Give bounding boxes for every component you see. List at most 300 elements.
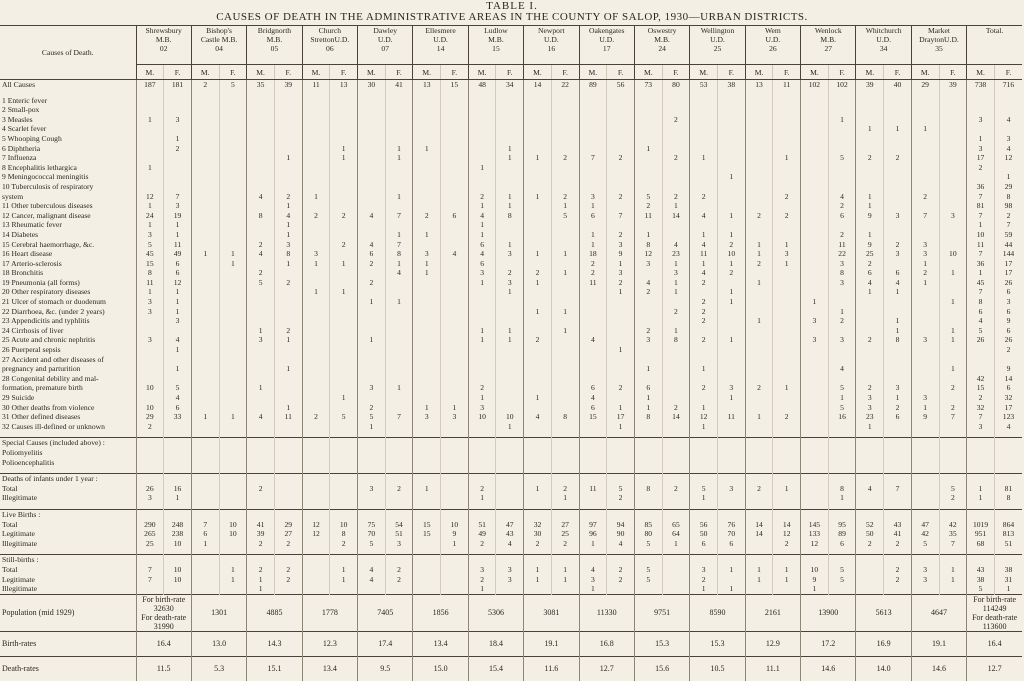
- cell-value: 1: [441, 403, 469, 413]
- cell-value: [911, 326, 939, 336]
- cell-value: 1: [385, 153, 413, 163]
- cell-value: 17: [607, 412, 635, 422]
- cell-value: 8: [330, 529, 358, 539]
- cell-value: 4: [247, 412, 275, 422]
- cell-value: 2: [717, 240, 745, 250]
- population-note: For death-rate: [972, 612, 1018, 622]
- cell-value: [219, 484, 247, 494]
- cell-value: 4: [468, 211, 496, 221]
- sex-header-female: F.: [828, 65, 856, 80]
- cell-value: [717, 134, 745, 144]
- cell-value: [330, 124, 358, 134]
- cell-value: [274, 484, 302, 494]
- cell-value: 10: [330, 520, 358, 530]
- cell-value: 41: [385, 80, 413, 90]
- cell-value: [358, 124, 386, 134]
- cell-value: 1: [358, 297, 386, 307]
- cell-value: [358, 374, 386, 384]
- cell-value: 97: [579, 520, 607, 530]
- cell-value: [330, 134, 358, 144]
- cell-value: 2: [994, 211, 1022, 221]
- area-type: U.D.: [599, 35, 615, 44]
- cell-value: 6: [690, 539, 718, 549]
- cell-value: 9: [607, 249, 635, 259]
- cell-value: 4: [662, 240, 690, 250]
- cell-value: [247, 374, 275, 384]
- cell-value: 1: [911, 403, 939, 413]
- cell-value: [717, 96, 745, 106]
- cell-value: 17: [967, 153, 995, 163]
- cell-value: [219, 448, 247, 458]
- cell-value: [745, 539, 773, 549]
- cell-value: 4: [358, 240, 386, 250]
- cell-value: [884, 307, 912, 317]
- cell-value: [801, 307, 829, 317]
- cell-value: [662, 422, 690, 432]
- cell-value: 7: [385, 211, 413, 221]
- cause-row: [0, 355, 1022, 365]
- cell-value: [801, 259, 829, 269]
- cell-value: [551, 383, 579, 393]
- cell-value: [828, 287, 856, 297]
- cell-value: [828, 134, 856, 144]
- cell-value: [413, 422, 441, 432]
- cell-value: [801, 153, 829, 163]
- rate-value: 11.1: [745, 656, 800, 681]
- cell-value: 2: [164, 144, 192, 154]
- cell-value: [441, 172, 469, 182]
- cell-value: [191, 211, 219, 221]
- cell-value: [385, 105, 413, 115]
- cell-value: [524, 422, 552, 432]
- area-code: 24: [658, 44, 666, 53]
- cell-value: 5: [939, 484, 967, 494]
- cell-value: [856, 297, 884, 307]
- cell-value: [717, 575, 745, 585]
- cell-value: 2: [607, 230, 635, 240]
- cell-value: [634, 316, 662, 326]
- cell-value: [136, 364, 164, 374]
- cell-value: [745, 509, 773, 519]
- cell-value: [413, 201, 441, 211]
- cell-value: 1: [717, 287, 745, 297]
- cell-value: 89: [828, 529, 856, 539]
- cell-value: 2: [884, 403, 912, 413]
- cell-value: 5: [634, 575, 662, 585]
- cell-value: 2: [579, 268, 607, 278]
- cell-value: [302, 307, 330, 317]
- cell-value: [884, 584, 912, 594]
- cell-value: [164, 555, 192, 565]
- cell-value: [358, 584, 386, 594]
- row-label: 17 Arterio-sclerosis: [2, 258, 62, 268]
- cell-value: 2: [773, 211, 801, 221]
- cell-value: [441, 307, 469, 317]
- cell-value: 1: [164, 220, 192, 230]
- cell-value: [330, 105, 358, 115]
- cell-value: [745, 220, 773, 230]
- cell-value: [358, 307, 386, 317]
- cell-value: [219, 403, 247, 413]
- cell-value: 1: [939, 335, 967, 345]
- cell-value: 29: [994, 182, 1022, 192]
- cell-value: 2: [468, 383, 496, 393]
- cell-value: [801, 383, 829, 393]
- cell-value: 4: [358, 565, 386, 575]
- cell-value: 1: [274, 230, 302, 240]
- cell-value: [690, 355, 718, 365]
- cell-value: [524, 509, 552, 519]
- cell-value: [939, 182, 967, 192]
- cell-value: [967, 345, 995, 355]
- cell-value: 1: [994, 584, 1022, 594]
- cell-value: [219, 383, 247, 393]
- cell-value: 2: [856, 383, 884, 393]
- cell-value: [828, 96, 856, 106]
- cell-value: [136, 474, 164, 484]
- cell-value: [939, 134, 967, 144]
- cell-value: [773, 509, 801, 519]
- cell-value: [219, 134, 247, 144]
- cell-value: 1: [274, 364, 302, 374]
- cell-value: 3: [274, 240, 302, 250]
- cell-value: [191, 316, 219, 326]
- cell-value: 4: [496, 539, 524, 549]
- sex-header-male: M.: [524, 65, 552, 80]
- cell-value: 1: [690, 259, 718, 269]
- cell-value: [247, 438, 275, 448]
- cell-value: 1: [468, 201, 496, 211]
- sex-header-female: F.: [662, 65, 690, 80]
- cell-value: 11: [579, 278, 607, 288]
- sex-header-female: F.: [939, 65, 967, 80]
- cell-value: 8: [136, 268, 164, 278]
- cell-value: [717, 509, 745, 519]
- cell-value: [385, 493, 413, 503]
- cell-value: [856, 134, 884, 144]
- cell-value: [358, 493, 386, 503]
- cell-value: [634, 297, 662, 307]
- cell-value: [468, 287, 496, 297]
- live-births-row: [0, 529, 1022, 539]
- cell-value: 2: [662, 484, 690, 494]
- population-note: 114249: [982, 603, 1007, 613]
- cell-value: [967, 555, 995, 565]
- cell-value: 3: [136, 230, 164, 240]
- row-label: 19 Pneumonia (all forms): [2, 277, 80, 287]
- cell-value: [164, 172, 192, 182]
- cell-value: [607, 115, 635, 125]
- cell-value: 1: [690, 422, 718, 432]
- cell-value: [801, 555, 829, 565]
- cell-value: [939, 287, 967, 297]
- live-births-row: [0, 539, 1022, 549]
- cell-value: 2: [524, 539, 552, 549]
- cell-value: 34: [496, 80, 524, 90]
- cell-value: 70: [358, 529, 386, 539]
- cell-value: 4: [856, 484, 884, 494]
- cell-value: 1: [607, 422, 635, 432]
- cell-value: 1: [330, 565, 358, 575]
- rate-value: 14.6: [801, 656, 856, 681]
- cell-value: 3: [717, 383, 745, 393]
- cell-value: [496, 555, 524, 565]
- cell-value: [136, 393, 164, 403]
- cell-value: [911, 220, 939, 230]
- cell-value: [413, 555, 441, 565]
- cell-value: [828, 345, 856, 355]
- row-label: Special Causes (included above) :: [0, 438, 136, 448]
- cell-value: [745, 493, 773, 503]
- cell-value: [496, 493, 524, 503]
- cell-value: [745, 134, 773, 144]
- cell-value: [801, 163, 829, 173]
- cell-value: 8: [634, 412, 662, 422]
- cell-value: [745, 144, 773, 154]
- cell-value: [607, 201, 635, 211]
- cell-value: [219, 458, 247, 468]
- cell-value: 1: [164, 230, 192, 240]
- cell-value: [828, 144, 856, 154]
- cell-value: [911, 115, 939, 125]
- cell-value: 181: [164, 80, 192, 90]
- cell-value: [468, 438, 496, 448]
- area-header: [745, 26, 800, 65]
- area-name: Market: [928, 26, 950, 35]
- cell-value: 1: [939, 575, 967, 585]
- row-label: 12 Cancer, malignant disease: [2, 210, 91, 220]
- cell-value: [884, 355, 912, 365]
- cell-value: 4: [994, 422, 1022, 432]
- sex-header-female: F.: [717, 65, 745, 80]
- cell-value: 1: [939, 364, 967, 374]
- cause-row: [0, 163, 1022, 173]
- cell-value: [413, 458, 441, 468]
- cell-value: 45: [967, 278, 995, 288]
- area-header: [911, 26, 966, 65]
- cell-value: [579, 134, 607, 144]
- cell-value: [441, 105, 469, 115]
- cell-value: [191, 96, 219, 106]
- cell-value: [579, 115, 607, 125]
- cell-value: 2: [717, 268, 745, 278]
- row-label: 8 Encephalitis lethargica: [2, 162, 77, 172]
- cell-value: 51: [994, 539, 1022, 549]
- cell-value: [634, 438, 662, 448]
- cell-value: [441, 115, 469, 125]
- cell-value: [524, 144, 552, 154]
- cell-value: [274, 124, 302, 134]
- cell-value: [551, 115, 579, 125]
- cell-value: 1: [274, 335, 302, 345]
- cell-value: [551, 422, 579, 432]
- area-name: Bridgnorth: [257, 26, 292, 35]
- cause-row: [0, 249, 1022, 259]
- cell-value: [413, 575, 441, 585]
- cell-value: [634, 153, 662, 163]
- cell-value: [302, 240, 330, 250]
- cell-value: [579, 124, 607, 134]
- cell-value: 11: [773, 80, 801, 90]
- cell-value: [801, 240, 829, 250]
- cell-value: [607, 335, 635, 345]
- cell-value: 4: [274, 211, 302, 221]
- sex-header-male: M.: [911, 65, 939, 80]
- cell-value: [441, 163, 469, 173]
- cell-value: [219, 474, 247, 484]
- cell-value: [496, 297, 524, 307]
- rate-value: 19.1: [911, 631, 966, 656]
- cell-value: 1: [690, 493, 718, 503]
- cell-value: [136, 182, 164, 192]
- cell-value: [856, 448, 884, 458]
- cell-value: [911, 96, 939, 106]
- cell-value: 1: [690, 584, 718, 594]
- cell-value: 1: [302, 259, 330, 269]
- cell-value: [496, 474, 524, 484]
- cell-value: 2: [330, 240, 358, 250]
- cell-value: [385, 182, 413, 192]
- cell-value: [828, 105, 856, 115]
- cell-value: 7: [191, 520, 219, 530]
- cell-value: [274, 345, 302, 355]
- cell-value: [385, 307, 413, 317]
- cell-value: [191, 297, 219, 307]
- cell-value: [579, 326, 607, 336]
- cell-value: 3: [801, 316, 829, 326]
- cell-value: 75: [358, 520, 386, 530]
- cell-value: [385, 316, 413, 326]
- cell-value: 26: [994, 335, 1022, 345]
- cell-value: [496, 96, 524, 106]
- cell-value: 50: [856, 529, 884, 539]
- cell-value: [274, 438, 302, 448]
- cell-value: [441, 287, 469, 297]
- cell-value: [247, 105, 275, 115]
- cell-value: [302, 393, 330, 403]
- cell-value: [773, 144, 801, 154]
- cell-value: [191, 134, 219, 144]
- cell-value: 52: [856, 520, 884, 530]
- cell-value: [358, 134, 386, 144]
- cell-value: 47: [496, 520, 524, 530]
- cell-value: [247, 364, 275, 374]
- cell-value: [274, 144, 302, 154]
- cell-value: [468, 144, 496, 154]
- cell-value: [828, 584, 856, 594]
- cell-value: [911, 383, 939, 393]
- cell-value: 8: [884, 335, 912, 345]
- cell-value: [468, 124, 496, 134]
- cell-value: [994, 448, 1022, 458]
- cell-value: [579, 182, 607, 192]
- cell-value: 3: [967, 144, 995, 154]
- cell-value: [884, 134, 912, 144]
- cell-value: [219, 493, 247, 503]
- cell-value: [191, 438, 219, 448]
- cell-value: [191, 584, 219, 594]
- cell-value: [358, 220, 386, 230]
- cell-value: [330, 316, 358, 326]
- cell-value: [524, 211, 552, 221]
- cell-value: [302, 493, 330, 503]
- cell-value: [717, 220, 745, 230]
- cell-value: 1: [413, 268, 441, 278]
- cell-value: 12: [773, 529, 801, 539]
- cell-value: [191, 105, 219, 115]
- cell-value: [717, 474, 745, 484]
- cell-value: [745, 438, 773, 448]
- cell-value: [911, 474, 939, 484]
- cell-value: [745, 287, 773, 297]
- area-header: [247, 26, 302, 65]
- cell-value: 36: [967, 182, 995, 192]
- cell-value: [191, 335, 219, 345]
- cell-value: [690, 144, 718, 154]
- cell-value: [468, 448, 496, 458]
- cell-value: 5: [828, 565, 856, 575]
- cell-value: [247, 287, 275, 297]
- cell-value: 3: [856, 403, 884, 413]
- cell-value: 2: [274, 565, 302, 575]
- row-label: Death-rates: [0, 656, 136, 681]
- area-code: 35: [935, 44, 943, 53]
- cell-value: [801, 326, 829, 336]
- row-label: 13 Rheumatic fever: [2, 220, 62, 230]
- cell-value: [662, 345, 690, 355]
- cell-value: [856, 474, 884, 484]
- cell-value: 2: [884, 539, 912, 549]
- cell-value: [330, 278, 358, 288]
- cell-value: [662, 124, 690, 134]
- cell-value: 14: [524, 80, 552, 90]
- cell-value: 1: [191, 249, 219, 259]
- cell-value: [634, 458, 662, 468]
- cell-value: [247, 259, 275, 269]
- row-label: All Causes: [2, 80, 36, 89]
- cell-value: [939, 345, 967, 355]
- cell-value: 4: [579, 335, 607, 345]
- cell-value: [884, 105, 912, 115]
- cell-value: [690, 448, 718, 458]
- cell-value: 1: [634, 144, 662, 154]
- cell-value: 6: [579, 383, 607, 393]
- cell-value: [828, 163, 856, 173]
- cell-value: 95: [828, 520, 856, 530]
- population-value: 1301: [191, 594, 246, 631]
- cell-value: 6: [856, 268, 884, 278]
- cell-value: 2: [358, 259, 386, 269]
- cell-value: 2: [745, 211, 773, 221]
- cell-value: 22: [828, 249, 856, 259]
- cell-value: [136, 153, 164, 163]
- cell-value: 27: [551, 520, 579, 530]
- cell-value: [801, 484, 829, 494]
- cell-value: 12: [164, 278, 192, 288]
- cell-value: 38: [994, 565, 1022, 575]
- cell-value: [358, 182, 386, 192]
- cell-value: [524, 105, 552, 115]
- cell-value: [496, 374, 524, 384]
- cell-value: [662, 182, 690, 192]
- cell-value: [634, 345, 662, 355]
- cell-value: [496, 484, 524, 494]
- cell-value: 3: [690, 565, 718, 575]
- cell-value: 10: [164, 565, 192, 575]
- cell-value: 51: [385, 529, 413, 539]
- cell-value: [939, 355, 967, 365]
- cell-value: [662, 355, 690, 365]
